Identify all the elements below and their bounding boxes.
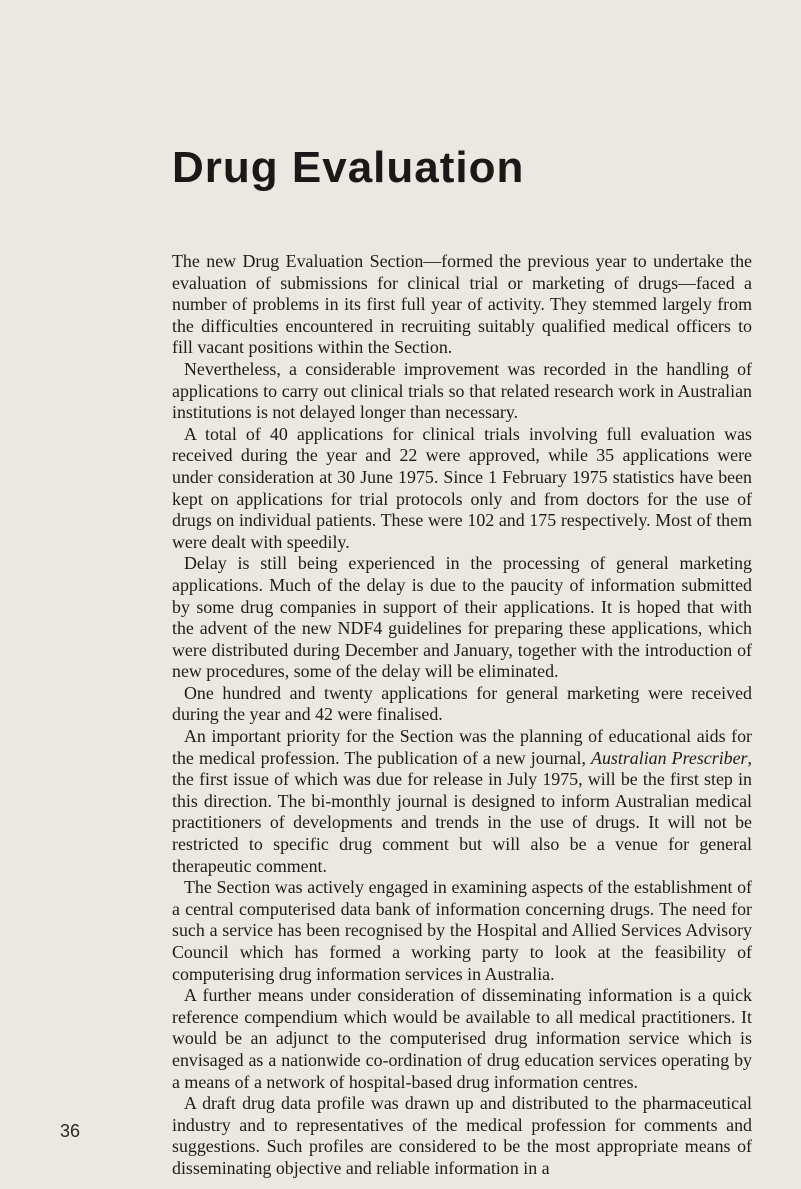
page-number: 36 [60,1121,81,1141]
body-text [172,251,752,1180]
page-title: Drug Evaluation [172,143,525,192]
paragraph: The new Drug Evaluation Section—formed the previous year to undertake the evaluation of submissions for clinical trial or marketing of drugs—faced a number of problems in its first full year of activity. They stemmed largely from the difficulties encountered in recruiting suitably qualified medical officers to fill vacant positions within the Section. [172,251,752,358]
paragraph: The Section was actively engaged in examining aspects of the establishment of a central computerised data bank of information concerning drugs. The need for such a service has been recognised by the Hospital and Allied Services Advisory Council which has formed a working party to look at the feasibility of computerising drug information services in Australia. [172,877,752,984]
paragraph-text: An important priority for the Section was the planning of educational aids for the medical profession. The publication of a new journal, [172,726,752,768]
paragraph: A further means under consideration of disseminating information is a quick reference compendium which would be available to all medical practitioners. It would be an adjunct to the computerised drug information service which is envisaged as a nationwide co-ordination of drug education services operating by a means of a network of hospital-based drug information centres. [172,985,752,1092]
paragraph-priority [172,726,752,877]
paragraph: Delay is still being experienced in the processing of general marketing applications. Much of the delay is due to the paucity of information submitted by some drug companies in support of their applications. It is hoped that with the advent of the new NDF4 guidelines for preparing these applications, which were distributed during December and January, together with the introduction of new procedures, some of the delay will be eliminated. [172,553,752,682]
journal-title: Australian Prescriber [591,747,748,768]
paragraph: Nevertheless, a considerable improvement was recorded in the handling of applications to carry out clinical trials so that related research work in Australian institutions is not delayed longer than necessary. [172,358,752,423]
paragraph-text: , the first issue of which was due for release in July 1975, will be the first step in this direction. The bi-monthly journal is designed to inform Australian medical practitioners of developments and trends in the use of drugs. It will not be restricted to specific drug comment but will also be a venue for general therapeutic comment. [172,747,752,876]
paragraph: One hundred and twenty applications for general marketing were received during the year and 42 were finalised. [172,682,752,725]
paragraph: A draft drug data profile was drawn up and distributed to the pharmaceutical industry and to representatives of the medical profession for comments and suggestions. Such profiles are considered to be the most appropriate means of disseminating objective and reliable information in a [172,1093,752,1178]
paragraph: A total of 40 applications for clinical trials involving full evaluation was received during the year and 22 were approved, while 35 applications were under consideration at 30 June 1975. Since 1 February 1975 statistics have been kept on applications for trial protocols only and from doctors for the use of drugs on individual patients. These were 102 and 175 respectively. Most of them were dealt with speedily. [172,423,752,552]
